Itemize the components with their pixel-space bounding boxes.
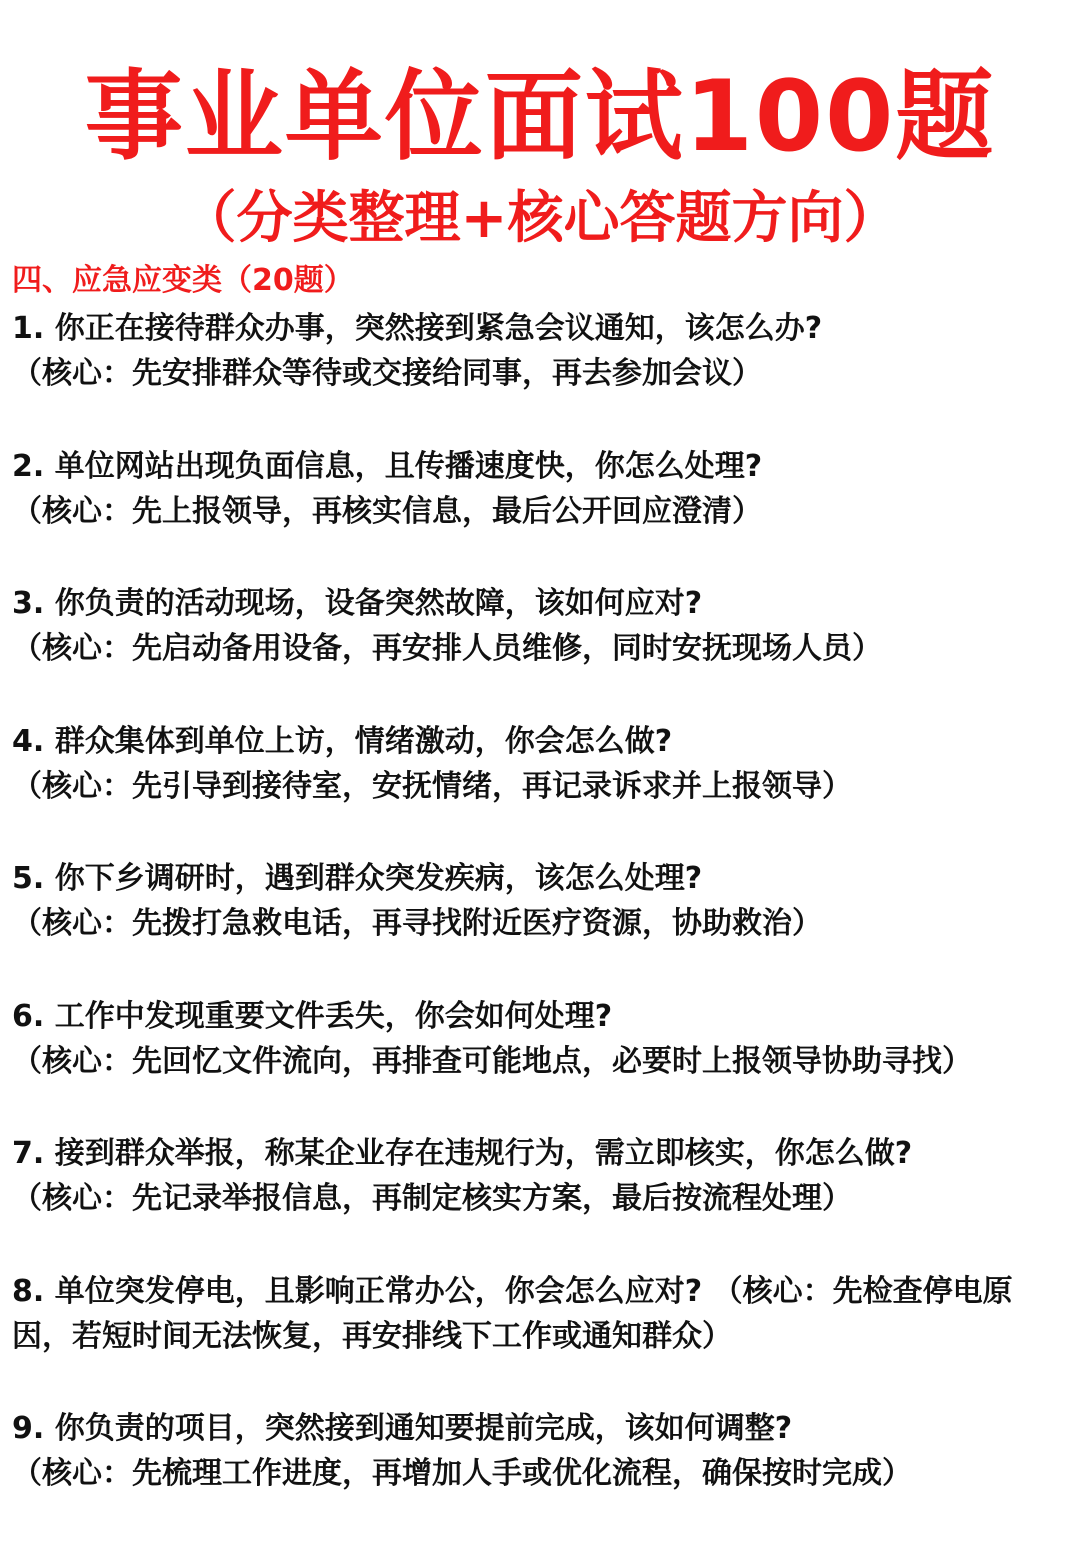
section-heading: 四、应急应变类（20题） (12, 263, 354, 298)
qa-item (12, 444, 1062, 582)
answer-hint: （核心：先拨打急救电话，再寻找附近医疗资源，协助救治） (12, 906, 822, 941)
answer-hint: （核心：先梳理工作进度，再增加人手或优化流程，确保按时完成） (12, 1456, 912, 1491)
question-text: 7. 接到群众举报，称某企业存在违规行为，需立即核实，你怎么做? (12, 1136, 913, 1171)
answer-hint: （核心：先检查停电原因，若短时间无法恢复，再安排线下工作或通知群众） (12, 1273, 1013, 1354)
answer-hint: （核心：先安排群众等待或交接给同事，再去参加会议） (12, 356, 762, 391)
question-text: 9. 你负责的项目，突然接到通知要提前完成，该如何调整? (12, 1411, 793, 1446)
answer-hint: （核心：先回忆文件流向，再排查可能地点，必要时上报领导协助寻找） (12, 1043, 972, 1079)
question-text: 5. 你下乡调研时，遇到群众突发疾病，该怎么处理? (12, 861, 703, 896)
answer-hint: （核心：先记录举报信息，再制定核实方案，最后按流程处理） (12, 1181, 852, 1216)
qa-item (12, 1406, 1062, 1544)
answer-hint: （核心：先引导到接待室，安抚情绪，再记录诉求并上报领导） (12, 768, 852, 804)
qa-item (12, 856, 1062, 994)
qa-inline-text (12, 1269, 1062, 1359)
qa-list (12, 306, 1062, 1544)
page-subtitle: （分类整理+核心答题方向） (180, 186, 900, 251)
qa-item (12, 581, 1062, 719)
qa-item (12, 994, 1062, 1132)
question-text: 2. 单位网站出现负面信息，且传播速度快，你怎么处理? (12, 448, 763, 484)
qa-item (12, 306, 1062, 444)
qa-item (12, 719, 1062, 857)
question-text: 6. 工作中发现重要文件丢失，你会如何处理? (12, 998, 613, 1034)
qa-item (12, 1131, 1062, 1269)
question-text: 8. 单位突发停电，且影响正常办公，你会怎么应对? (12, 1273, 703, 1309)
qa-item (12, 1269, 1062, 1407)
answer-hint: （核心：先启动备用设备，再安排人员维修，同时安抚现场人员） (12, 631, 882, 666)
question-text: 4. 群众集体到单位上访，情绪激动，你会怎么做? (12, 723, 673, 759)
answer-hint: （核心：先上报领导，再核实信息，最后公开回应澄清） (12, 493, 762, 529)
page-title: 事业单位面试100题 (84, 60, 996, 174)
question-text: 3. 你负责的活动现场，设备突然故障，该如何应对? (12, 586, 703, 621)
question-text: 1. 你正在接待群众办事，突然接到紧急会议通知，该怎么办? (12, 311, 823, 346)
